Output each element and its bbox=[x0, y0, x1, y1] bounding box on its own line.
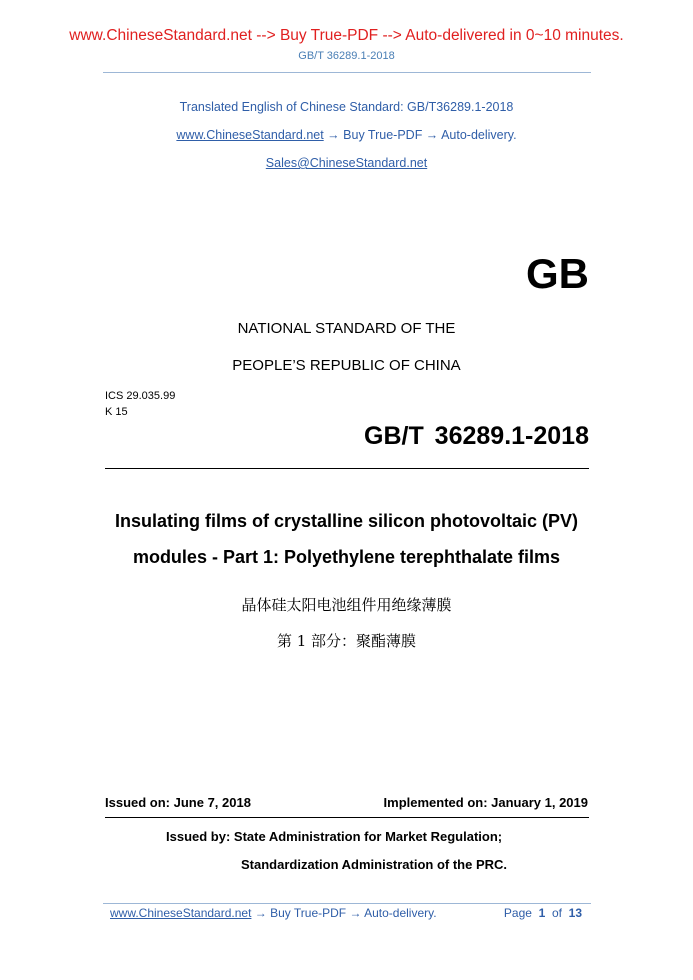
english-title-line1: Insulating films of crystalline silicon photovoltaic (PV) bbox=[114, 511, 579, 531]
sales-line bbox=[0, 156, 693, 170]
footer bbox=[110, 906, 582, 920]
footer-buy-text: → Buy True-PDF → Auto-delivery. bbox=[251, 906, 437, 920]
chinese-title-line1: 晶体硅太阳电池组件用绝缘薄膜 bbox=[241, 596, 452, 614]
footer-buy-line bbox=[110, 906, 437, 920]
title-divider bbox=[105, 468, 589, 469]
page-current: 1 bbox=[538, 906, 546, 920]
header-standard-code: GB/T 36289.1-2018 bbox=[298, 50, 395, 62]
issued-by-line2: Standardization Administration of the PRC. bbox=[241, 857, 508, 872]
header-divider bbox=[103, 72, 591, 73]
english-title-line2: modules - Part 1: Polyethylene terephthalate films bbox=[132, 547, 561, 567]
footer-divider bbox=[103, 903, 591, 904]
translated-notice: Translated English of Chinese Standard: GB/T36289.1-2018 bbox=[179, 100, 514, 114]
classification-codes bbox=[105, 388, 175, 420]
issued-by-line1: Issued by: State Administration for Market Regulation; bbox=[166, 829, 503, 844]
footer-chinesestandard-link[interactable]: www.ChineseStandard.net bbox=[110, 906, 252, 920]
sales-email-link[interactable]: Sales@ChineseStandard.net bbox=[265, 156, 428, 170]
standard-number: GB/T 36289.1-2018 bbox=[364, 422, 589, 450]
gb-mark: GB bbox=[526, 250, 589, 297]
national-standard-line1: NATIONAL STANDARD OF THE bbox=[237, 320, 456, 337]
chinesestandard-link[interactable]: www.ChineseStandard.net bbox=[176, 128, 324, 142]
national-standard-line2: PEOPLE’S REPUBLIC OF CHINA bbox=[232, 357, 461, 374]
page-indicator bbox=[504, 906, 582, 920]
ccs-code: K 15 bbox=[105, 406, 128, 418]
ics-code: ICS 29.035.99 bbox=[105, 390, 176, 402]
dates-divider bbox=[105, 817, 589, 818]
dates-row bbox=[105, 795, 588, 810]
top-banner: www.ChineseStandard.net --> Buy True-PDF --> Auto-delivered in 0~10 minutes. bbox=[69, 27, 624, 44]
page-label: Page bbox=[503, 906, 532, 920]
page-of-label: of bbox=[551, 906, 562, 920]
buy-line-text: → Buy True-PDF → Auto-delivery. bbox=[323, 128, 517, 142]
page-total: 13 bbox=[568, 906, 582, 920]
chinese-title-line2: 第 1 部分：聚酯薄膜 bbox=[276, 632, 417, 650]
issued-on-date: Issued on: June 7, 2018 bbox=[105, 795, 251, 810]
buy-line bbox=[0, 128, 693, 142]
implemented-on-date: Implemented on: January 1, 2019 bbox=[383, 795, 588, 810]
